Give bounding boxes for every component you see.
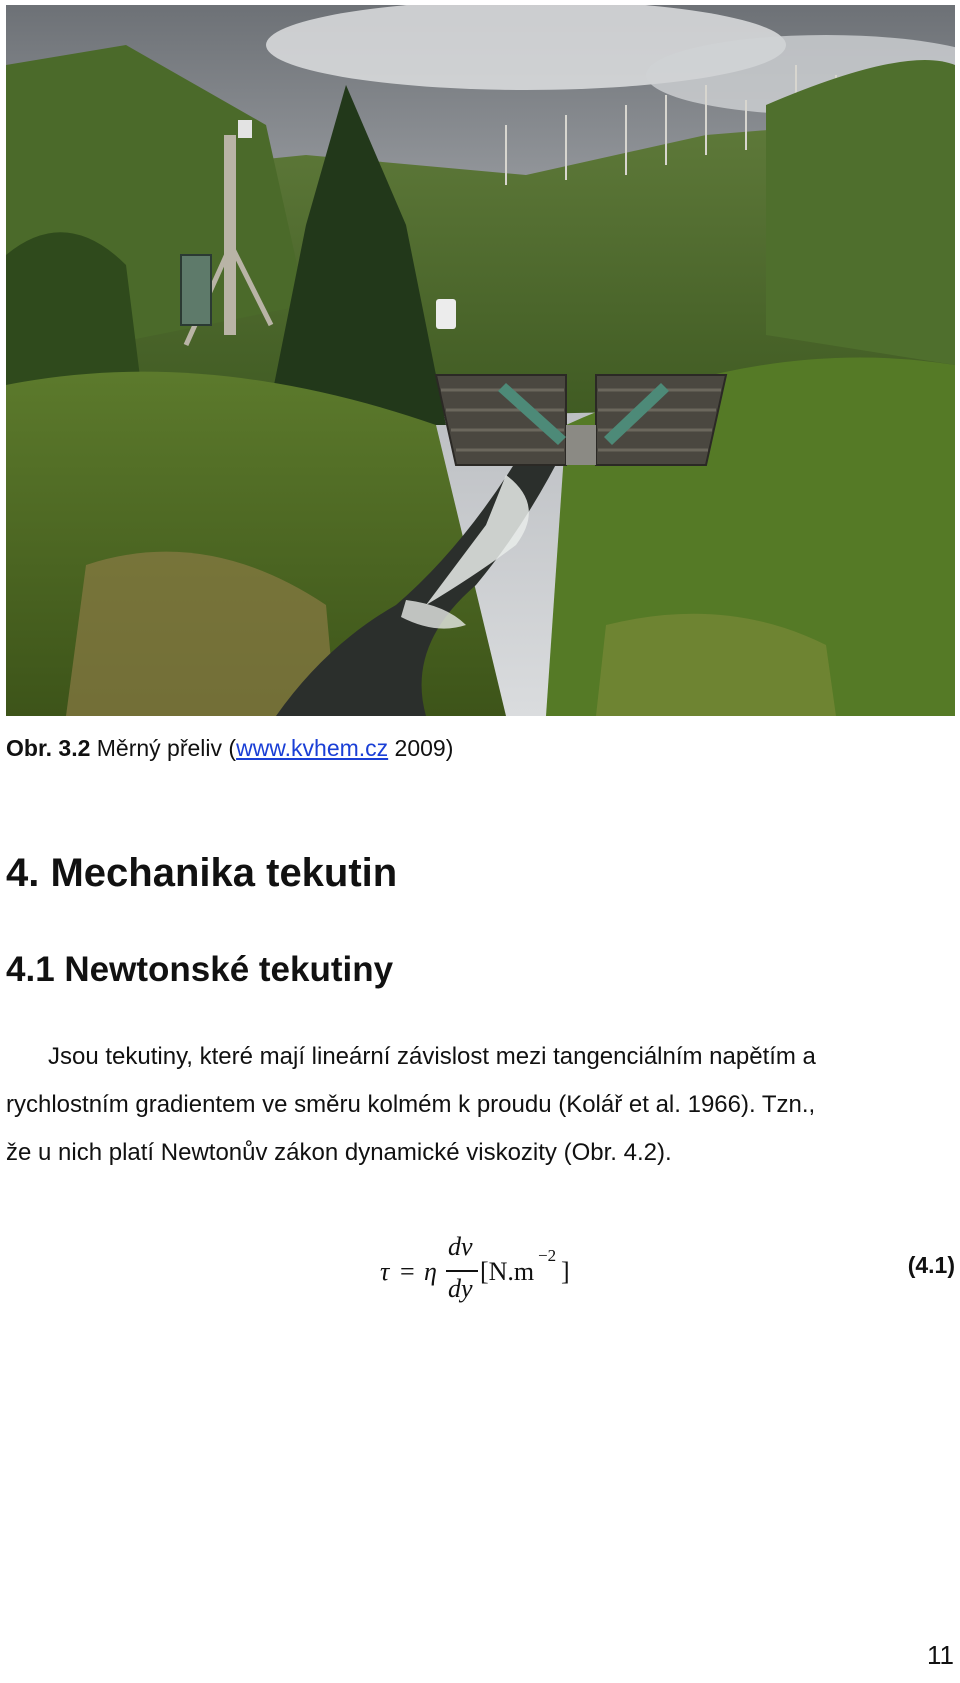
caption-link[interactable]: www.kvhem.cz (236, 735, 389, 761)
page-number: 11 (927, 1640, 954, 1670)
eq-unit-exponent: −2 (538, 1246, 557, 1265)
eq-fraction-bar (446, 1270, 478, 1272)
paragraph-line-1: Jsou tekutiny, které mají lineární závislost mezi tangenciálním napětím a (48, 1043, 816, 1070)
eq-numerator: dv (448, 1232, 473, 1261)
photo-illustration (6, 5, 955, 716)
paragraph-line-2: rychlostním gradientem ve směru kolmém k proudu (Kolář et al. 1966). Tzn., (6, 1091, 816, 1118)
paragraph-line-3: že u nich platí Newtonův zákon dynamické viskozity (Obr. 4.2). (6, 1139, 672, 1166)
equation (380, 1232, 590, 1312)
eq-unit-close: ] (561, 1257, 570, 1286)
figure-caption (6, 733, 453, 763)
body-paragraph (6, 1033, 955, 1183)
subsection-heading: 4.1 Newtonské tekutiny (6, 950, 394, 989)
weir-photo (6, 5, 955, 716)
caption-tail: 2009) (388, 735, 454, 761)
caption-label: Obr. 3.2 (6, 735, 91, 761)
eq-equals: = (400, 1257, 415, 1286)
equation-number: (4.1) (907, 1252, 955, 1278)
section-heading: 4. Mechanika tekutin (6, 851, 398, 895)
caption-text: Měrný přeliv ( (90, 735, 237, 761)
eq-coef: η (424, 1257, 437, 1286)
eq-lhs: τ (380, 1257, 390, 1286)
eq-denominator: dy (448, 1274, 473, 1303)
eq-unit-open: [N.m (480, 1257, 535, 1286)
